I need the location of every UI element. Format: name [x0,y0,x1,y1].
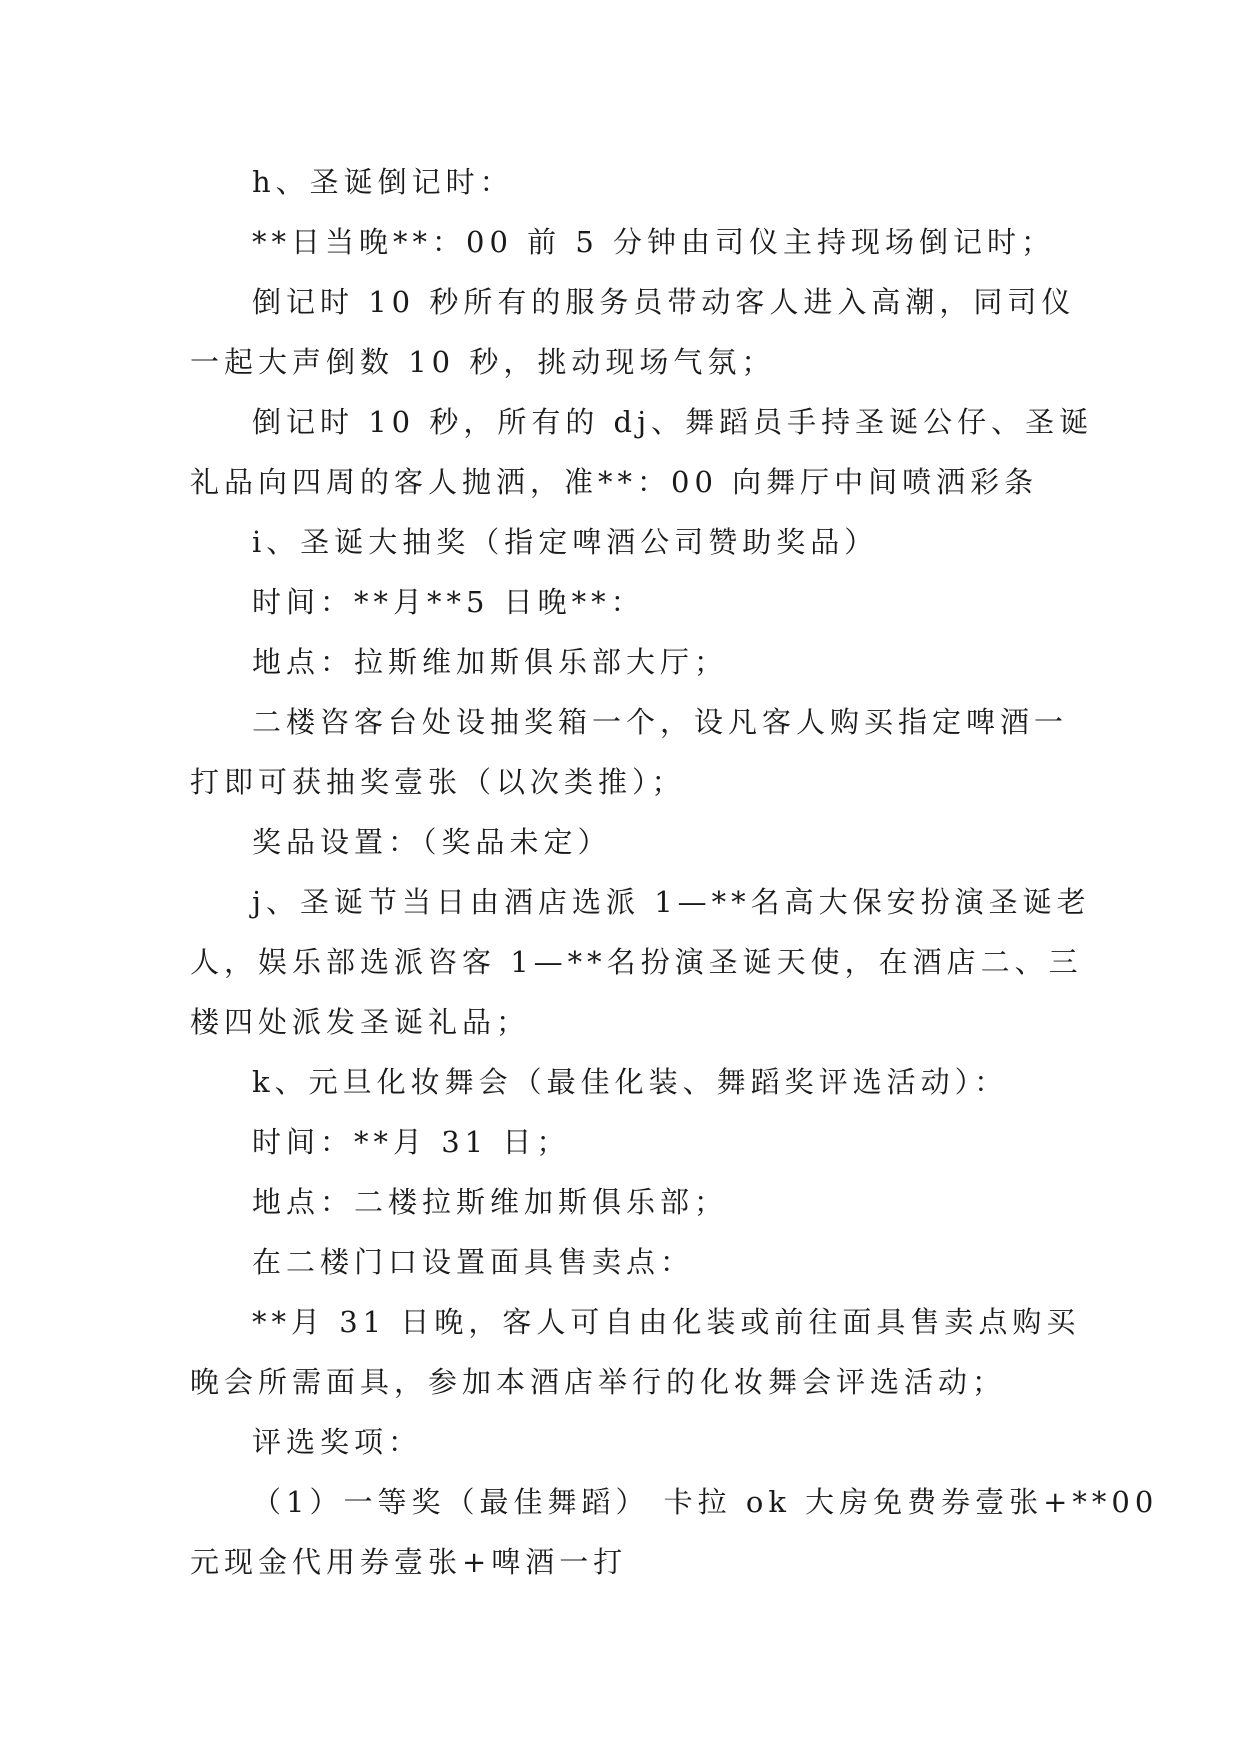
text-line: 礼品向四周的客人抛洒，准**：00 向舞厅中间喷洒彩条 [190,465,1039,499]
text-line: 在二楼门口设置面具售卖点： [252,1245,695,1279]
text-line: （1）一等奖（最佳舞蹈） 卡拉 ok 大房免费券壹张+**00 [252,1485,1159,1519]
text-line: 时间：**月 31 日； [252,1125,571,1159]
text-line: 地点：二楼拉斯维加斯俱乐部； [252,1185,729,1219]
text-line: 人，娱乐部选派咨客 1—**名扮演圣诞天使，在酒店二、三 [190,945,1083,979]
text-line: 倒记时 10 秒所有的服务员带动客人进入高潮，同司仪 [252,285,1076,319]
text-line: **日当晚**：00 前 5 分钟由司仪主持现场倒记时； [252,225,1056,259]
text-line: h、圣诞倒记时： [252,165,514,199]
text-line: **月 31 日晚，客人可自由化装或前往面具售卖点购买 [252,1305,1081,1339]
text-line: 倒记时 10 秒，所有的 dj、舞蹈员手持圣诞公仔、圣诞 [252,405,1094,439]
document-body [190,152,1159,1592]
text-line: 二楼咨客台处设抽奖箱一个，设凡客人购买指定啤酒一 [252,705,1069,739]
text-line: 楼四处派发圣诞礼品； [190,1005,531,1039]
text-line: 时间：**月**5 日晚**： [252,585,645,619]
text-line: i、圣诞大抽奖（指定啤酒公司赞助奖品） [252,525,879,559]
text-line: 一起大声倒数 10 秒，挑动现场气氛； [190,345,776,379]
text-line: j、圣诞节当日由酒店选派 1—**名高大保安扮演圣诞老 [252,885,1091,919]
text-line: 打即可获抽奖壹张（以次类推）； [190,765,686,799]
text-line: 元现金代用券壹张+啤酒一打 [190,1545,628,1579]
text-line: 地点：拉斯维加斯俱乐部大厅； [252,645,729,679]
text-line: 评选奖项： [252,1425,423,1459]
text-line: 晚会所需面具，参加本酒店举行的化妆舞会评选活动； [190,1365,1007,1399]
text-line: k、元旦化妆舞会（最佳化装、舞蹈奖评选活动）： [252,1065,1009,1099]
text-line: 奖品设置：（奖品未定） [252,825,612,859]
